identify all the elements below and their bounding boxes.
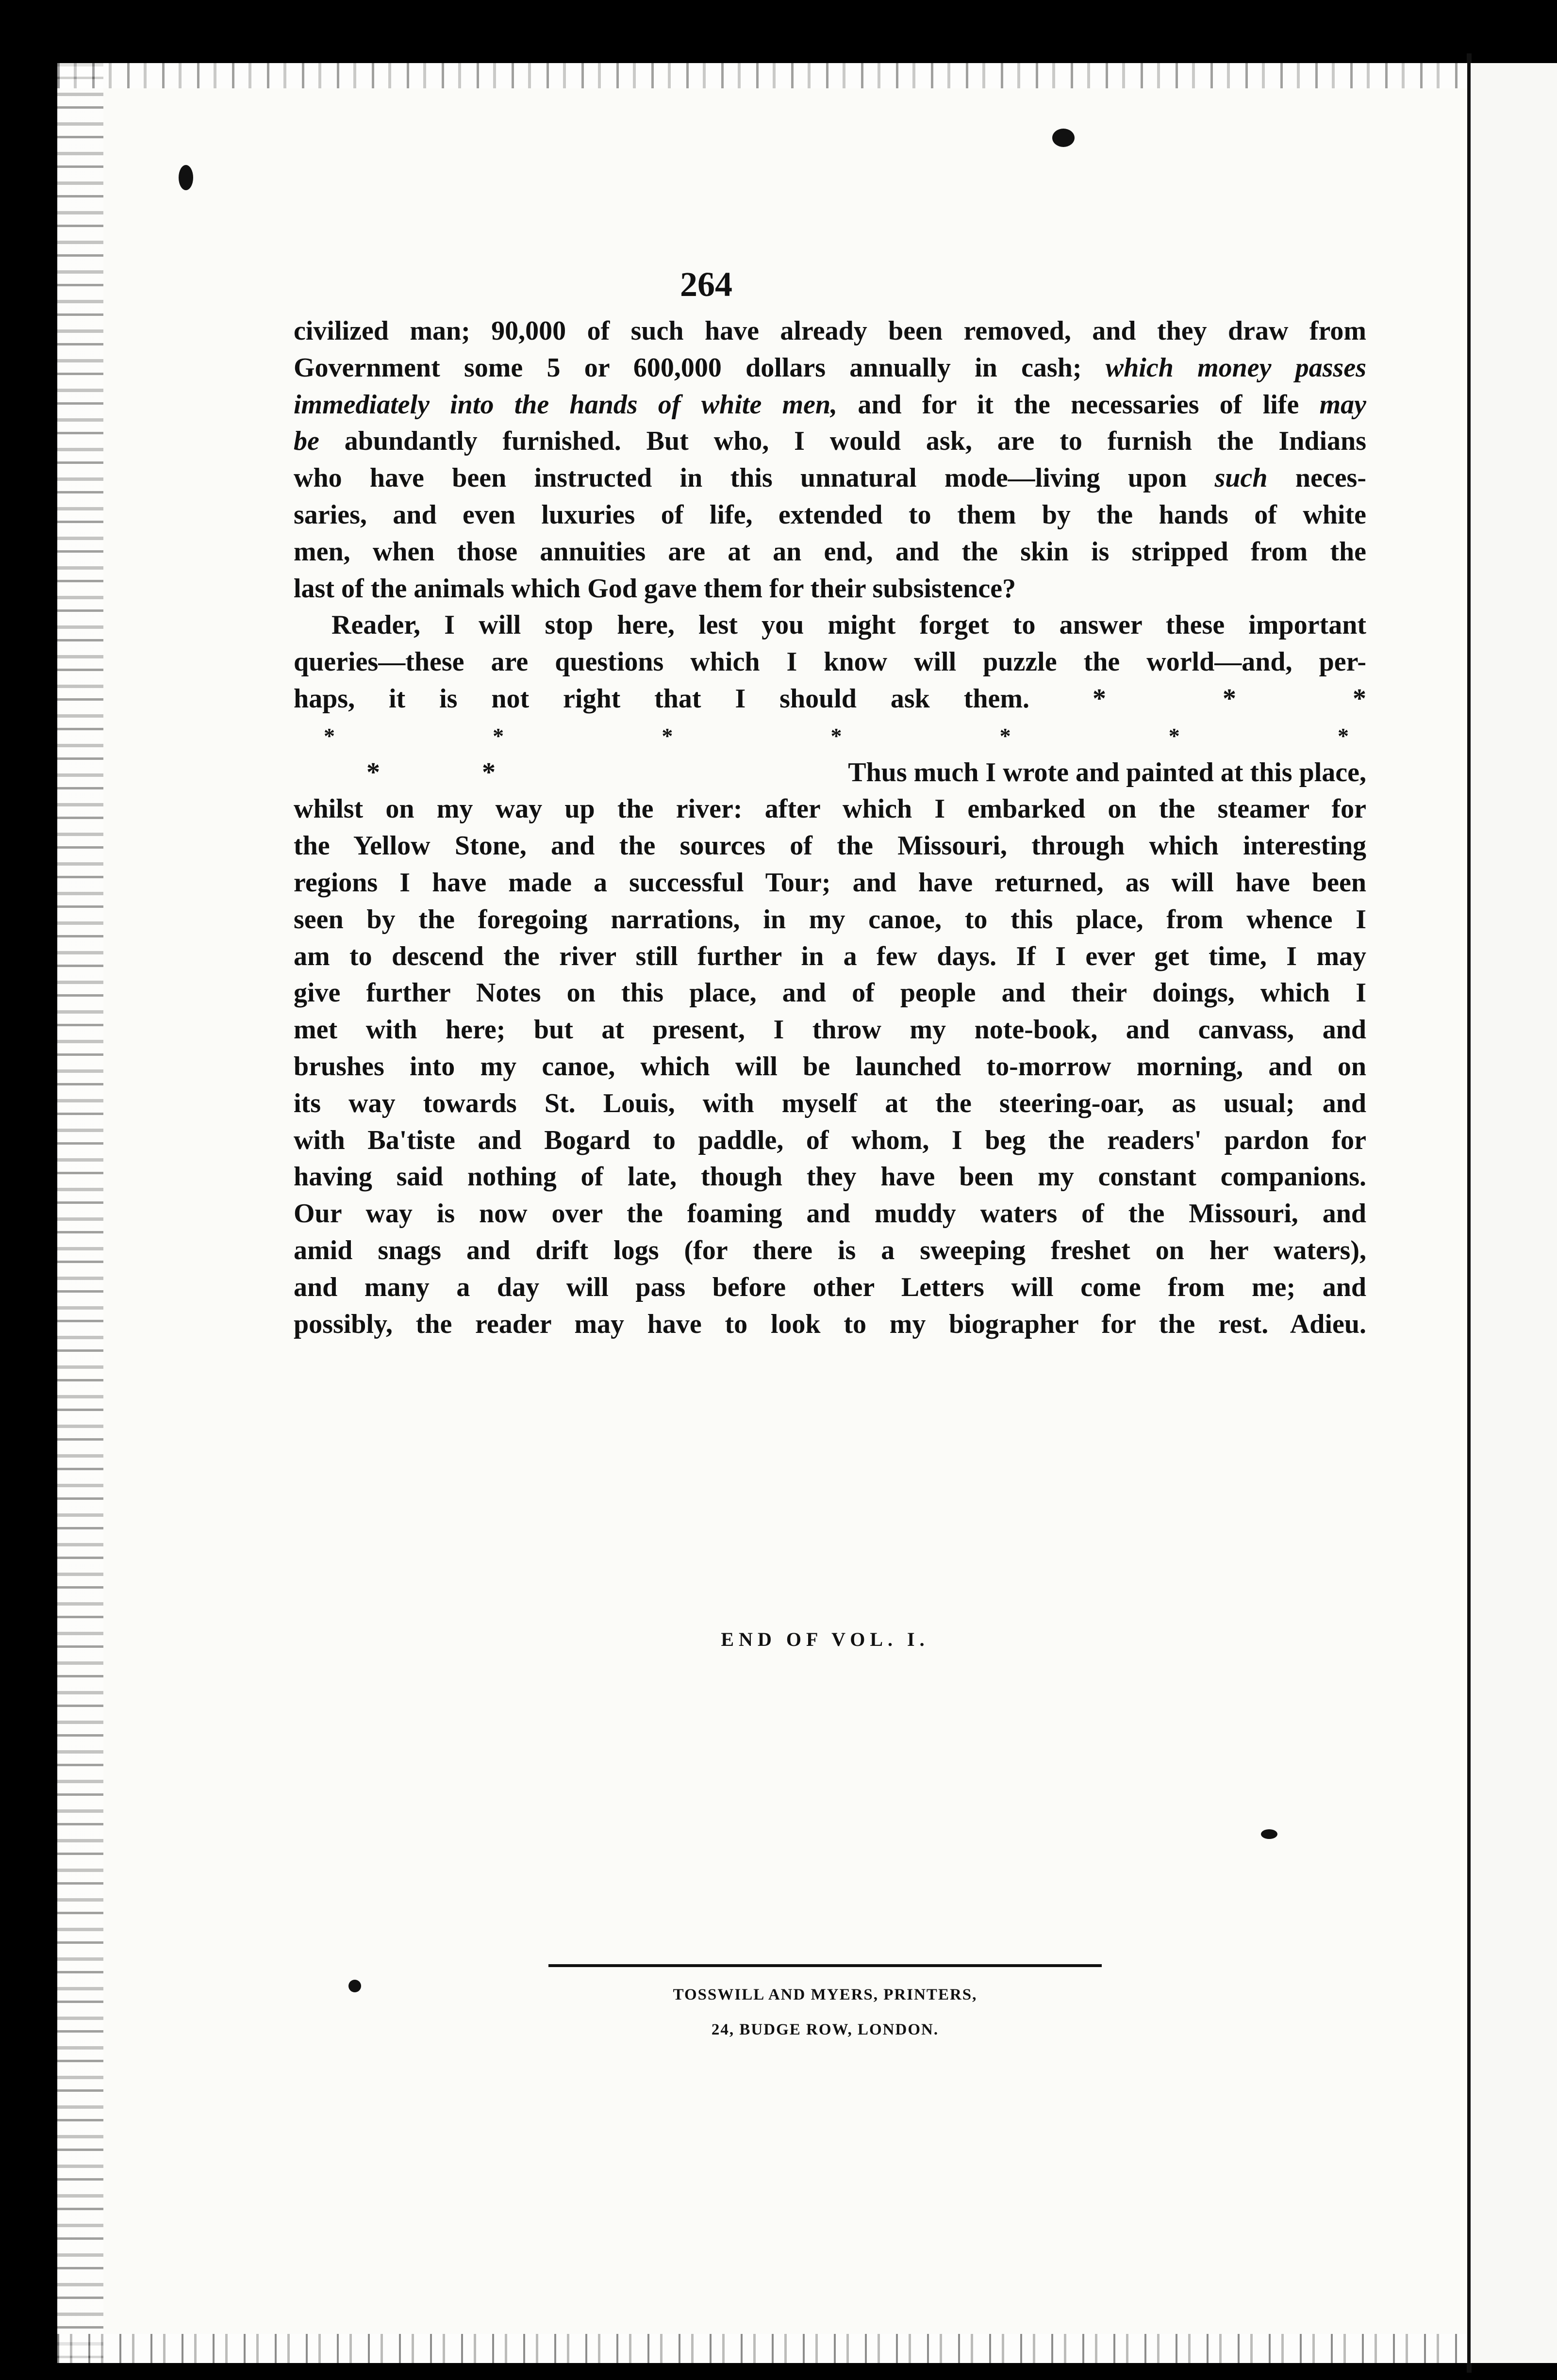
text-line [294, 644, 1366, 681]
text-run: men, when those annuities are at an end, and the skin is stripped from the [294, 536, 1366, 567]
asterisk: * [1337, 723, 1349, 748]
text-line [294, 571, 1366, 607]
text-line [294, 313, 1366, 350]
text-line: amid snags and drift logs (for there is a sweeping freshet on her waters), [294, 1235, 1366, 1265]
asterisk: * [366, 757, 380, 788]
asterisk: * [662, 723, 673, 748]
text-line: the Yellow Stone, and the sources of the Missouri, through which interesting [294, 831, 1366, 861]
ink-speck [1052, 129, 1075, 147]
italic-text: such [1214, 463, 1268, 493]
printer-name: TOSSWILL AND MYERS, PRINTERS, [673, 1986, 977, 2003]
text-line: possibly, the reader may have to look to my biographer for the rest. Adieu. [294, 1309, 1366, 1339]
asterisk: * [999, 723, 1011, 748]
text-run: Government some 5 or 600,000 dollars annually in cash; [294, 352, 1106, 383]
text-run: Reader, I will stop here, lest you might forget to answer these important [331, 610, 1366, 640]
italic-text: be [294, 426, 319, 457]
text-line: regions I have made a successful Tour; and have returned, as will have been [294, 867, 1366, 898]
text-line: whilst on my way up the river: after which I embarked on the steamer for [294, 794, 1366, 824]
text-line [294, 460, 1366, 497]
text-run: last of the animals which God gave them for their subsistence? [294, 573, 1016, 604]
text-line [294, 497, 1366, 534]
text-run: civilized man; 90,000 of such have already been removed, and they draw from [294, 316, 1366, 346]
text-run: abundantly furnished. But who, I would ask, are to furnish the Indians [319, 426, 1366, 457]
text-run: queries—these are questions which I know will puzzle the world—and, per- [294, 647, 1366, 677]
text-line [294, 681, 1366, 718]
text-run: neces- [1267, 463, 1366, 493]
asterisk: * [493, 723, 504, 748]
asterisk: * [1353, 683, 1366, 714]
ink-speck [1261, 1829, 1277, 1839]
text-line: its way towards St. Louis, with myself at the steering-oar, as usual; and [294, 1088, 1366, 1118]
asterisk: * [1093, 683, 1106, 714]
page-edge-bottom [57, 2334, 1467, 2363]
text-line [294, 534, 1366, 571]
text-line [294, 350, 1366, 387]
text-line: met with here; but at present, I throw my note-book, and canvass, and [294, 1015, 1366, 1045]
text-line [294, 755, 1366, 791]
printer-imprint [582, 1977, 1068, 2047]
text-run: who have been instructed in this unnatural mode—living upon [294, 463, 1215, 493]
italic-text: immediately into the hands of white men, [294, 389, 838, 420]
text-run: haps, it is not right that I should ask them. [294, 683, 1029, 714]
page-edge-top [57, 63, 1467, 88]
end-of-volume: END OF VOL. I. [721, 1628, 929, 1650]
text-line: with Ba'tiste and Bogard to paddle, of whom, I beg the readers' pardon for [294, 1125, 1366, 1155]
facing-page-edge [1471, 63, 1557, 2363]
horizontal-rule [548, 1964, 1102, 1967]
italic-text: which money passes [1105, 352, 1366, 383]
asterism-row [294, 718, 1366, 755]
text-run: and for it the necessaries of life [837, 389, 1320, 420]
text-line: am to descend the river still further in a few days. If I ever get time, I may [294, 941, 1366, 971]
text-line [294, 607, 1366, 644]
text-line: Our way is now over the foaming and muddy waters of the Missouri, and [294, 1198, 1366, 1229]
text-line: having said nothing of late, though they have been my constant companions. [294, 1162, 1366, 1192]
asterisk: * [830, 723, 842, 748]
body-text [294, 313, 1366, 1343]
text-line [294, 423, 1366, 460]
asterisk: * [324, 723, 335, 748]
text-run: Thus much I wrote and painted at this place, [848, 757, 1366, 788]
page-number: 264 [680, 265, 732, 304]
ink-speck [179, 165, 193, 190]
ink-speck [348, 1980, 361, 1992]
asterisk: * [1223, 683, 1236, 714]
text-run: saries, and even luxuries of life, extended to them by the hands of white [294, 499, 1366, 530]
text-line [294, 387, 1366, 424]
text-line: brushes into my canoe, which will be launched to-morrow morning, and on [294, 1051, 1366, 1082]
asterisk: * [1168, 723, 1180, 748]
italic-text: may [1319, 389, 1367, 420]
text-line: seen by the foregoing narrations, in my canoe, to this place, from whence I [294, 904, 1366, 935]
text-line: and many a day will pass before other Letters will come from me; and [294, 1272, 1366, 1302]
text-line: give further Notes on this place, and of people and their doings, which I [294, 978, 1366, 1008]
asterisk: * [482, 757, 496, 788]
page-edge-left [57, 63, 103, 2363]
printer-address: 24, BUDGE ROW, LONDON. [711, 2021, 939, 2038]
